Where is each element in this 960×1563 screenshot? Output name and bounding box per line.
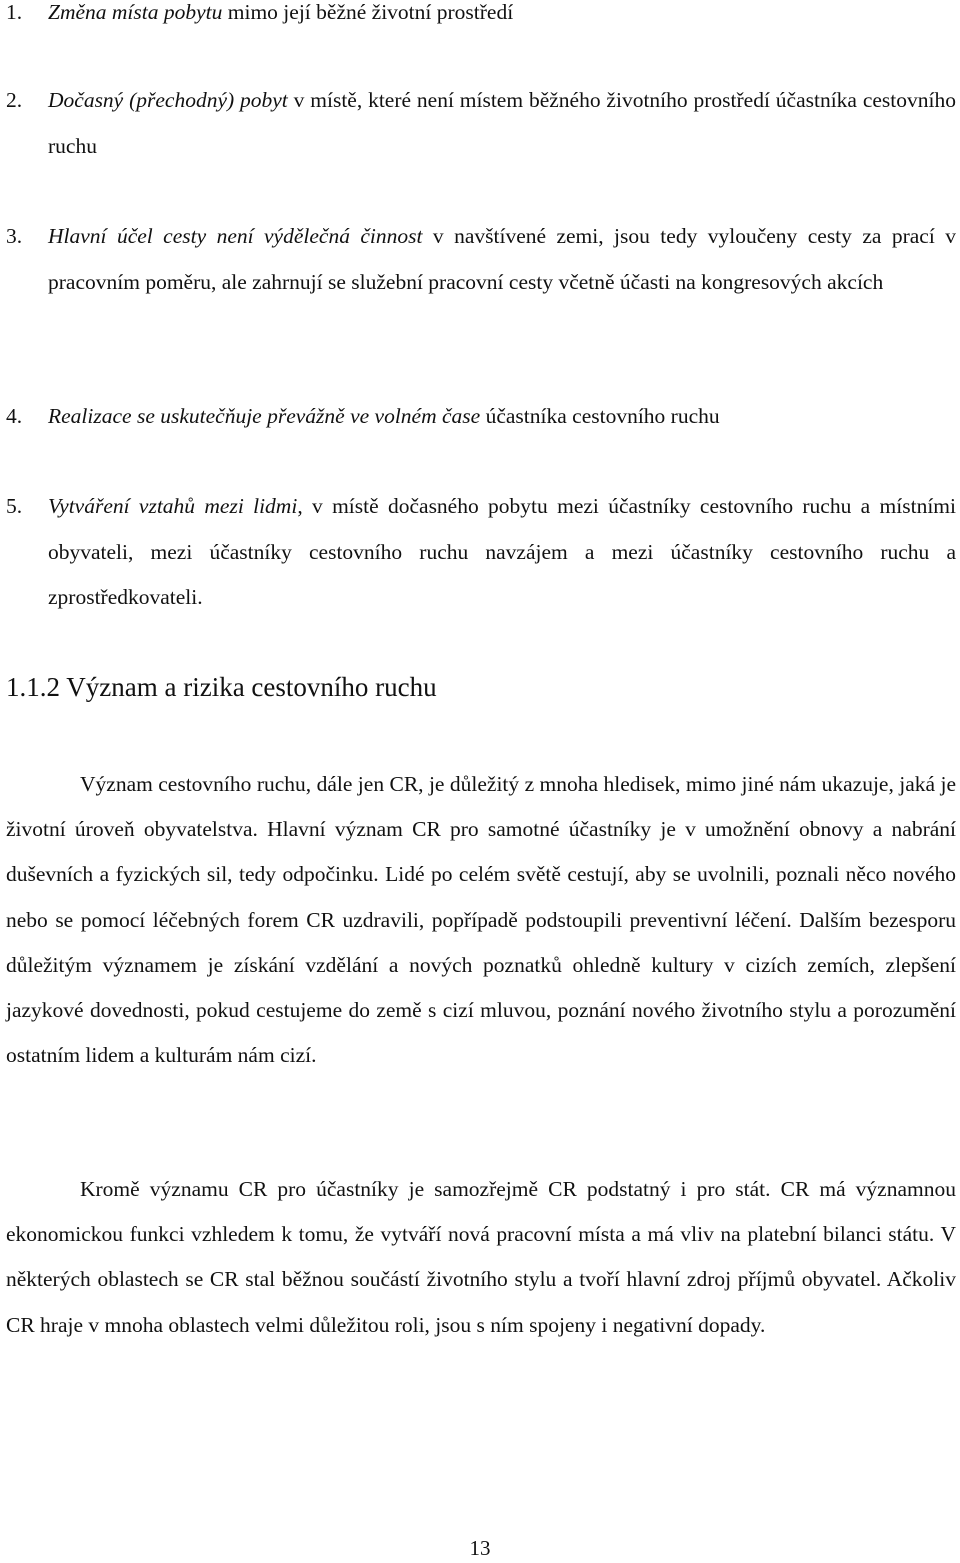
list-item-4 xyxy=(6,394,956,440)
list-number: 1. xyxy=(6,0,23,24)
list-rest: , v místě dočasného pobytu mezi účastníky cestovního ruchu a místními obyvateli, mezi účastníky cestovního ruchu navzájem a mezi účastníky cestovního ruchu a zprostředkovateli. xyxy=(48,494,956,609)
paragraph-1: Význam cestovního ruchu, dále jen CR, je důležitý z mnoha hledisek, mimo jiné nám ukazuje, jaká je životní úroveň obyvatelstva. Hlavní význam CR pro samotné účastníky je v umožnění obnovy a nabrání duševních a fyzických sil, tedy odpočinku. Lidé po celém světě cestují, aby se uvolnili, poznali něco nového nebo se pomocí léčebných forem CR uzdravili, popřípadě podstoupili preventivní léčení. Dalším bezesporu důležitým významem je získání vzdělání a nových poznatků ohledně kultury v cizích zemích, zlepšení jazykové dovednosti, pokud cestujeme do země s cizí mluvou, poznání nového životního stylu a porozumění ostatním lidem a kulturám nám cizí. xyxy=(6,772,956,1068)
list-text xyxy=(48,394,956,440)
list-item-3 xyxy=(6,214,956,305)
list-rest: účastníka cestovního ruchu xyxy=(480,404,720,428)
list-item-1 xyxy=(6,0,956,36)
list-number: 2. xyxy=(6,88,23,112)
list-number: 5. xyxy=(6,494,23,518)
list-text xyxy=(48,78,956,169)
section-heading: 1.1.2 Význam a rizika cestovního ruchu xyxy=(6,672,437,702)
page-number: 13 xyxy=(469,1536,491,1560)
list-rest: v navštívené zemi, jsou tedy vyloučeny cesty za prací v pracovním poměru, ale zahrnují se služební pracovní cesty včetně účasti na kongresových akcích xyxy=(48,224,956,294)
list-item-5 xyxy=(6,484,956,621)
list-item-2 xyxy=(6,78,956,169)
list-text xyxy=(48,0,956,36)
list-emphasis: Změna místa pobytu xyxy=(48,0,223,24)
list-rest: v místě, které není místem běžného životního prostředí účastníka cestovního ruchu xyxy=(48,88,956,158)
list-emphasis: Dočasný (přechodný) pobyt xyxy=(48,88,288,112)
list-text xyxy=(48,214,956,305)
list-emphasis: Hlavní účel cesty není výdělečná činnost xyxy=(48,224,423,248)
list-emphasis: Vytváření vztahů mezi lidmi xyxy=(48,494,298,518)
list-text xyxy=(48,484,956,621)
list-number: 3. xyxy=(6,224,23,248)
paragraph-2: Kromě významu CR pro účastníky je samozřejmě CR podstatný i pro stát. CR má významnou ekonomickou funkci vzhledem k tomu, že vytváří nová pracovní místa a má vliv na platební bilanci státu. V některých oblastech se CR stal běžnou součástí životního stylu a tvoří hlavní zdroj příjmů obyvatel. Ačkoliv CR hraje v mnoha oblastech velmi důležitou roli, jsou s ním spojeny i negativní dopady. xyxy=(6,1177,956,1337)
list-rest: mimo její běžné životní prostředí xyxy=(222,0,514,24)
list-emphasis: Realizace se uskutečňuje převážně ve volném čase xyxy=(48,404,481,428)
list-number: 4. xyxy=(6,404,23,428)
